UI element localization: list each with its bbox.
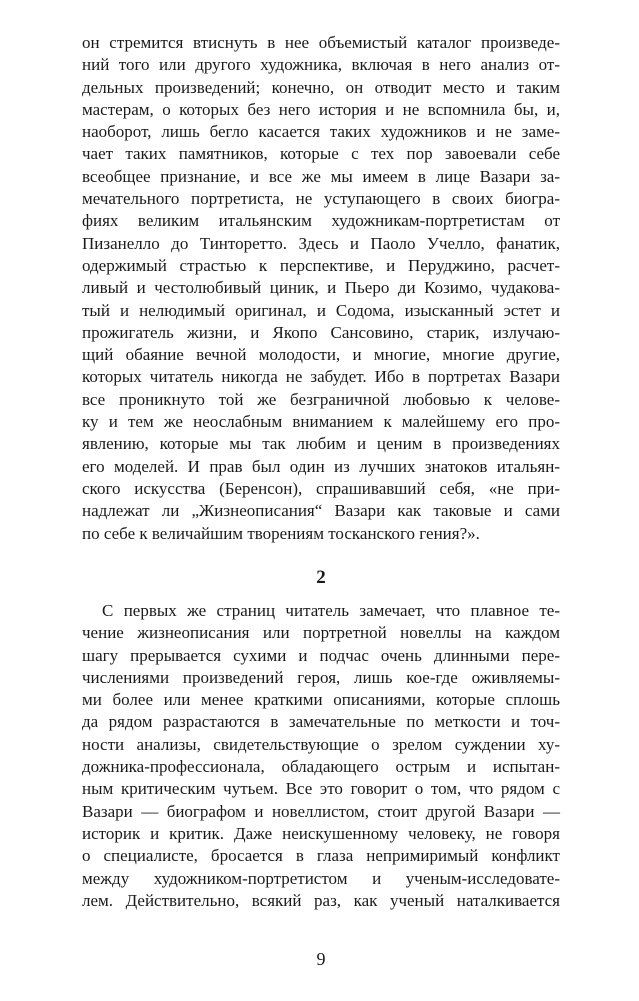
text-line: ку и тем же неослабным вниманием к малейшему его про- (82, 412, 560, 432)
text-line: чает таких памятников, которые с тех пор завоевали себе (82, 144, 560, 164)
text-line: С первых же страниц читатель замечает, что плавное те- (102, 601, 560, 620)
text-line: Пизанелло до Тинторетто. Здесь и Паоло Учелло, фанатик, (82, 233, 560, 253)
text-line: его моделей. И прав был один из лучших знатоков итальян- (82, 456, 560, 476)
text-line: ний того или другого художника, включая в него анализ от- (82, 55, 560, 75)
text-line: щий обаяние вечной молодости, и многие, многие другие, (82, 345, 560, 365)
text-line: да рядом разрастаются в замечательные по меткости и точ- (82, 712, 560, 732)
text-line: всеобщее признание, и все же мы имеем в лице Вазари за- (82, 166, 560, 186)
text-line: наоборот, лишь бегло касается таких художников и не заме- (82, 122, 560, 142)
page-number: 9 (316, 949, 326, 969)
text-line: чение жизнеописания или портретной новеллы на каждом (82, 623, 560, 643)
text-line: о специалисте, бросается в глаза непримиримый конфликт (82, 846, 560, 866)
paragraph-continued (82, 32, 560, 545)
text-line: явлению, которые мы так любим и ценим в произведениях (82, 434, 560, 454)
text-line: ным критическим чутьем. Все это говорит о том, что рядом с (82, 779, 560, 799)
text-line: одержимый страстью к перспективе, и Перуджино, расчет- (82, 255, 560, 275)
section-number: 2 (316, 567, 326, 588)
text-line: мастерам, о которых без него история и не вспомнила бы, и, (82, 99, 560, 119)
text-line: ского искусства (Беренсон), спрашивавший себя, «не при- (82, 478, 560, 498)
text-line: фиях великим итальянским художникам-портретистам от (82, 211, 560, 231)
text-line: числениями произведений героя, лишь кое-где оживляемы- (82, 667, 560, 687)
text-line: ности анализы, свидетельствующие о зрелом суждении ху- (82, 734, 560, 754)
text-line: шагу прерывается сухими и подчас очень длинными пере- (82, 645, 560, 665)
text-line: ми более или менее краткими описаниями, которые сплошь (82, 690, 560, 710)
text-line: он стремится втиснуть в нее объемистый каталог произведе- (82, 33, 560, 52)
text-line: мечательного портретиста, не уступающего в своих биогра- (82, 189, 560, 209)
text-line: ливый и честолюбивый циник, и Пьеро ди Козимо, чудакова- (82, 278, 560, 298)
text-line: которых читатель никогда не забудет. Ибо в портретах Вазари (82, 367, 560, 387)
text-line: надлежат ли „Жизнеописания“ Вазари как таковые и сами (82, 501, 560, 521)
text-line: все проникнуто той же безграничной любовью к челове- (82, 389, 560, 409)
text-line: Вазари — биографом и новеллистом, стоит другой Вазари — (82, 801, 560, 821)
text-line: по себе к величайшим творениям тосканского гения?». (82, 523, 480, 543)
text-line: прожигатель жизни, и Якопо Сансовино, старик, излучаю- (82, 322, 560, 342)
text-line: дожника-профессионала, обладающего острым и испытан- (82, 757, 560, 777)
text-line: между художником-портретистом и ученым-исследовате- (82, 868, 560, 888)
text-line: дельных произведений; конечно, он отводит место и таким (82, 77, 560, 97)
text-line: тый и нелюдимый оригинал, и Содома, изысканный эстет и (82, 300, 560, 320)
text-line: лем. Действительно, всякий раз, как ученый наталкивается (82, 890, 560, 910)
text-line: историк и критик. Даже неискушенному человеку, не говоря (82, 823, 560, 843)
paragraph (82, 600, 560, 912)
